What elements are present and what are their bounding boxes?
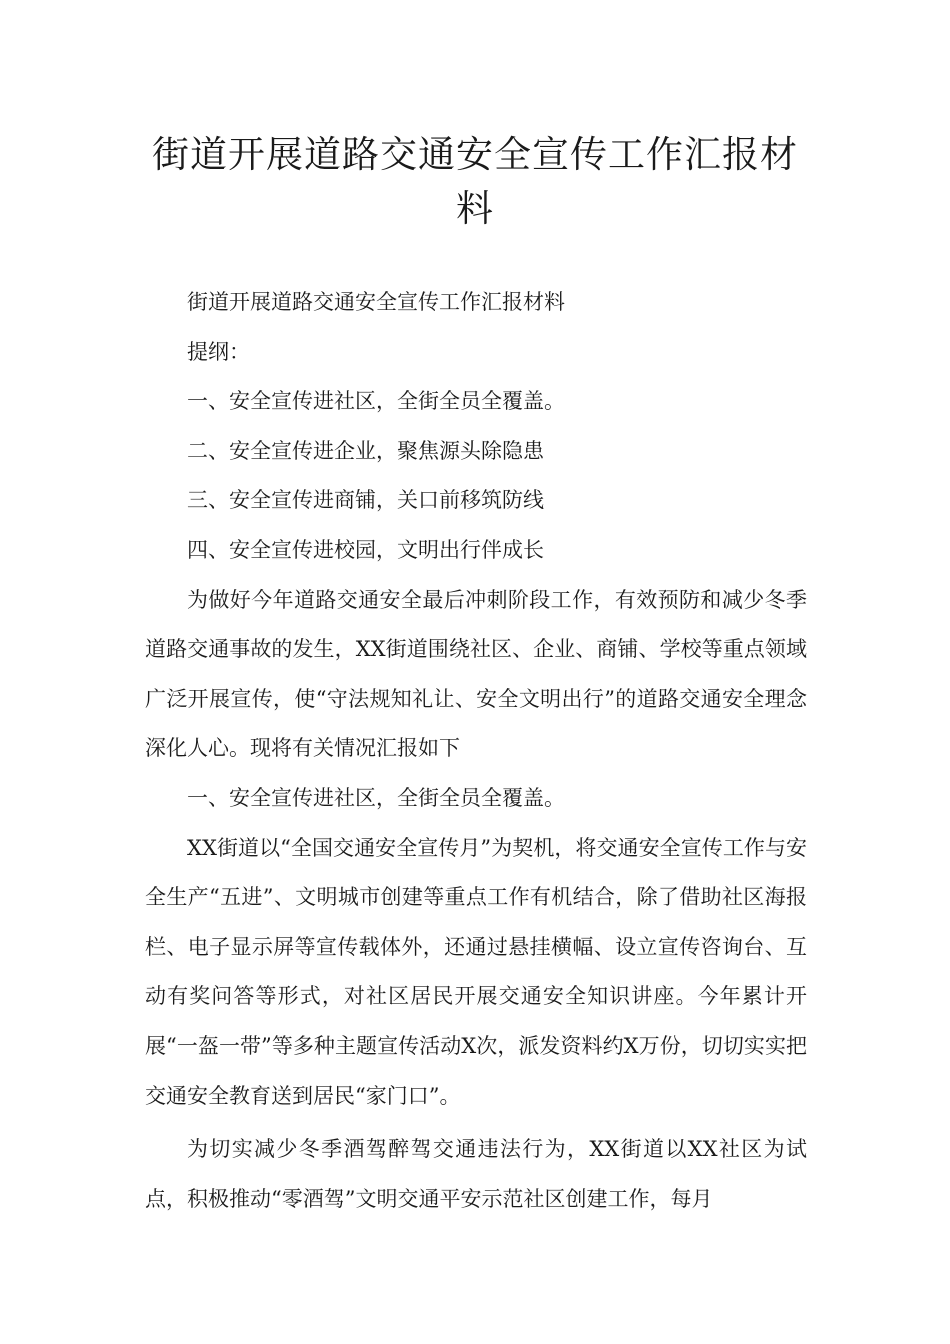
paragraph-intro: 为做好今年道路交通安全最后冲刺阶段工作，有效预防和减少冬季道路交通事故的发生，XX街道围绕社区、企业、商铺、学校等重点领域广泛开展宣传，使“守法规知礼让、安全文明出行”的道路交通安全理念深化人心。现将有关情况汇报如下 xyxy=(145,587,807,761)
paragraph-section-1-continued: 为切实减少冬季酒驾醉驾交通违法行为，XX街道以XX社区为试点，积极推动“零酒驾”文明交通平安示范社区创建工作，每月 xyxy=(145,1137,807,1211)
paragraph-outline-item-3: 三、安全宣传进商铺，关口前移筑防线 xyxy=(187,488,544,513)
paragraph-outline-item-2: 二、安全宣传进企业，聚焦源头除隐患 xyxy=(187,438,544,463)
paragraph-section-heading-1: 一、安全宣传进社区，全街全员全覆盖。 xyxy=(187,785,565,810)
paragraph-subtitle: 街道开展道路交通安全宣传工作汇报材料 xyxy=(187,290,565,314)
document-title: 街道开展道路交通安全宣传工作汇报材料 xyxy=(152,133,798,230)
paragraph-outline-label: 提纲： xyxy=(187,339,250,364)
paragraph-outline-item-4: 四、安全宣传进校园，文明出行伴成长 xyxy=(187,537,544,562)
paragraph-outline-item-1: 一、安全宣传进社区，全街全员全覆盖。 xyxy=(187,389,565,414)
paragraph-section-1-body: XX街道以“全国交通安全宣传月”为契机，将交通安全宣传工作与安全生产“五进”、文明城市创建等重点工作有机结合，除了借助社区海报栏、电子显示屏等宣传载体外，还通过悬挂横幅、设立宣传咨询台、互动有奖问答等形式，对社区居民开展交通安全知识讲座。今年累计开展“一盔一带”等多种主题宣传活动X次，派发资料约X万份，切切实实把交通安全教育送到居民“家门口”。 xyxy=(145,835,807,1108)
document-body xyxy=(145,278,807,1224)
